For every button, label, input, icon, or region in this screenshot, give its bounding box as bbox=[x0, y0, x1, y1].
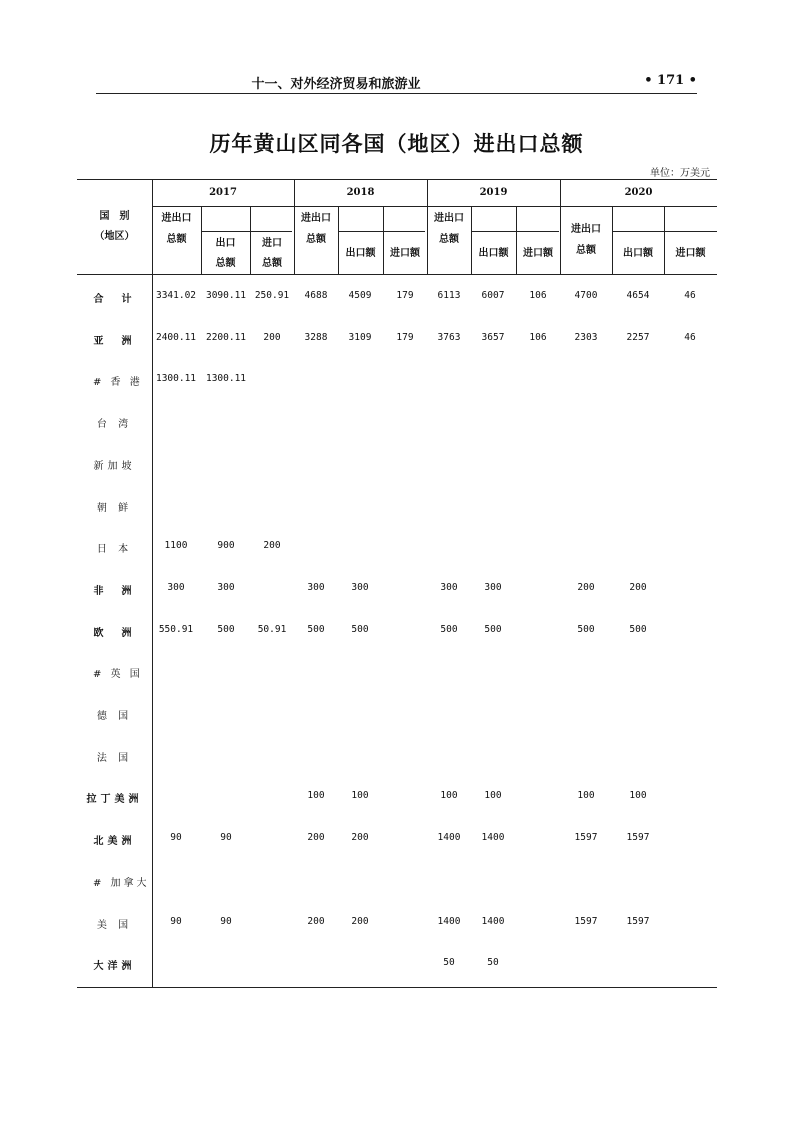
page-number: • 171 • bbox=[644, 73, 697, 88]
cell-value: 2400.11 bbox=[155, 331, 197, 343]
cell-value: 200 bbox=[263, 540, 281, 552]
col-import: 进口额 bbox=[675, 248, 706, 259]
cell-value: 1597 bbox=[626, 832, 650, 844]
cell-value: 106 bbox=[529, 290, 547, 301]
table-row bbox=[77, 582, 717, 602]
col-total: 进出口 bbox=[571, 224, 601, 235]
row-label: 合 计 bbox=[93, 294, 136, 305]
year-rule bbox=[152, 206, 717, 207]
row-label: 亚 洲 bbox=[93, 335, 136, 347]
cell-value: 500 bbox=[440, 623, 458, 635]
col-export: 出口额 bbox=[478, 248, 509, 259]
cell-value: 500 bbox=[629, 623, 647, 635]
cell-value: 50 bbox=[487, 957, 499, 969]
table-row bbox=[77, 540, 717, 560]
cell-value: 900 bbox=[217, 540, 235, 552]
col-total-2: 总额 bbox=[306, 234, 326, 245]
row-label: 北美洲 bbox=[93, 836, 136, 848]
cell-value: 1400 bbox=[481, 915, 505, 927]
table-row bbox=[77, 874, 717, 894]
cell-value: 1597 bbox=[574, 915, 598, 927]
row-label: 欧 洲 bbox=[93, 627, 136, 639]
row-label: 台 湾 bbox=[96, 419, 133, 431]
row-label: # 香 港 bbox=[93, 377, 143, 389]
table-row bbox=[77, 749, 717, 769]
cell-value: 50 bbox=[443, 957, 455, 969]
cell-value: 200 bbox=[307, 915, 325, 927]
col-total-2: 总额 bbox=[166, 234, 187, 245]
cell-value: 1400 bbox=[437, 832, 461, 844]
col-import-2: 总额 bbox=[262, 258, 282, 269]
table-bottom-rule bbox=[77, 987, 717, 988]
header-rule bbox=[96, 93, 697, 94]
table-title: 历年黄山区同各国（地区）进出口总额 bbox=[209, 131, 584, 156]
header-bottom-rule bbox=[77, 274, 717, 275]
cell-value: 100 bbox=[351, 790, 369, 802]
table-row bbox=[77, 332, 717, 352]
row-label: 朝 鲜 bbox=[96, 502, 133, 514]
cell-value: 46 bbox=[684, 290, 696, 301]
cell-value: 1300.11 bbox=[205, 373, 247, 385]
corner-label-sub: （地区） bbox=[94, 231, 135, 242]
cell-value: 200 bbox=[263, 331, 281, 343]
row-label: 新加坡 bbox=[93, 460, 136, 472]
col-import: 进口额 bbox=[523, 248, 553, 259]
row-label: 非 洲 bbox=[93, 585, 136, 597]
cell-value: 550.91 bbox=[158, 623, 194, 635]
cell-value: 300 bbox=[307, 581, 325, 593]
cell-value: 4688 bbox=[304, 290, 328, 301]
cell-value: 300 bbox=[167, 581, 185, 593]
chapter-title: 十一、对外经济贸易和旅游业 bbox=[251, 77, 421, 92]
cell-value: 3341.02 bbox=[155, 290, 197, 301]
cell-value: 200 bbox=[577, 581, 595, 593]
col-total: 进出口 bbox=[434, 213, 464, 224]
year-2019: 2019 bbox=[479, 187, 508, 198]
table-row bbox=[77, 457, 717, 477]
cell-value: 100 bbox=[307, 790, 325, 802]
sub-rule-2018 bbox=[338, 231, 425, 232]
col-export: 出口 bbox=[215, 238, 236, 249]
row-label: 美 国 bbox=[96, 919, 133, 931]
table-row bbox=[77, 790, 717, 810]
table-row bbox=[77, 916, 717, 936]
cell-value: 500 bbox=[577, 623, 595, 635]
cell-value: 46 bbox=[684, 331, 696, 343]
cell-value: 1300.11 bbox=[155, 373, 197, 385]
cell-value: 3657 bbox=[481, 331, 505, 343]
year-2018: 2018 bbox=[346, 187, 375, 198]
cell-value: 179 bbox=[396, 290, 414, 301]
cell-value: 3763 bbox=[437, 331, 461, 343]
cell-value: 100 bbox=[484, 790, 502, 802]
cell-value: 1400 bbox=[437, 915, 461, 927]
cell-value: 1400 bbox=[481, 832, 505, 844]
cell-value: 500 bbox=[484, 623, 502, 635]
col-total: 进出口 bbox=[161, 213, 192, 224]
cell-value: 3090.11 bbox=[205, 290, 247, 301]
col-export-2: 总额 bbox=[215, 258, 236, 269]
cell-value: 500 bbox=[351, 623, 369, 635]
cell-value: 6007 bbox=[481, 290, 505, 301]
cell-value: 300 bbox=[217, 581, 235, 593]
cell-value: 300 bbox=[440, 581, 458, 593]
cell-value: 100 bbox=[440, 790, 458, 802]
cell-value: 4509 bbox=[348, 290, 372, 301]
cell-value: 3288 bbox=[304, 331, 328, 343]
cell-value: 4654 bbox=[626, 290, 650, 301]
unit-label: 单位：万美元 bbox=[650, 168, 710, 179]
table-top-rule bbox=[77, 179, 717, 180]
cell-value: 6113 bbox=[437, 290, 461, 301]
cell-value: 200 bbox=[351, 832, 369, 844]
row-label: 拉丁美洲 bbox=[86, 794, 143, 806]
row-label: 大洋洲 bbox=[93, 961, 136, 973]
cell-value: 500 bbox=[217, 623, 235, 635]
table-row bbox=[77, 499, 717, 519]
cell-value: 2257 bbox=[626, 331, 650, 343]
row-label: # 英 国 bbox=[93, 669, 143, 681]
cell-value: 1597 bbox=[574, 832, 598, 844]
cell-value: 2200.11 bbox=[205, 331, 247, 343]
cell-value: 179 bbox=[396, 331, 414, 343]
cell-value: 90 bbox=[170, 832, 182, 844]
col-import: 进口 bbox=[262, 238, 282, 249]
cell-value: 200 bbox=[351, 915, 369, 927]
cell-value: 250.91 bbox=[254, 290, 290, 301]
row-label: 法 国 bbox=[96, 752, 133, 764]
row-label: 德 国 bbox=[96, 711, 133, 722]
cell-value: 90 bbox=[220, 915, 232, 927]
col-total-2: 总额 bbox=[439, 234, 459, 245]
table-row bbox=[77, 415, 717, 435]
cell-value: 100 bbox=[629, 790, 647, 802]
col-import: 进口额 bbox=[390, 248, 420, 259]
cell-value: 500 bbox=[307, 623, 325, 635]
corner-label: 国 别 bbox=[99, 211, 130, 222]
cell-value: 90 bbox=[170, 915, 182, 927]
cell-value: 200 bbox=[307, 832, 325, 844]
table-row bbox=[77, 957, 717, 977]
table-row bbox=[77, 832, 717, 852]
table-row bbox=[77, 624, 717, 644]
cell-value: 4700 bbox=[574, 290, 598, 301]
cell-value: 90 bbox=[220, 832, 232, 844]
col-export: 出口额 bbox=[345, 248, 376, 259]
cell-value: 1100 bbox=[164, 540, 188, 552]
cell-value: 100 bbox=[577, 790, 595, 802]
cell-value: 106 bbox=[529, 331, 547, 343]
cell-value: 200 bbox=[629, 581, 647, 593]
cell-value: 300 bbox=[484, 581, 502, 593]
row-label: 日 本 bbox=[96, 544, 133, 556]
row-label: # 加拿大 bbox=[93, 877, 150, 889]
cell-value: 2303 bbox=[574, 331, 598, 343]
table-row bbox=[77, 707, 717, 727]
table-row bbox=[77, 290, 717, 310]
sub-rule-2017 bbox=[201, 231, 292, 232]
table-row bbox=[77, 665, 717, 685]
cell-value: 1597 bbox=[626, 915, 650, 927]
cell-value: 3109 bbox=[348, 331, 372, 343]
sub-rule-2019 bbox=[471, 231, 559, 232]
table-row bbox=[77, 373, 717, 393]
col-export: 出口额 bbox=[623, 248, 653, 259]
col-total-2: 总额 bbox=[576, 245, 596, 256]
year-2017: 2017 bbox=[209, 187, 237, 198]
col-total: 进出口 bbox=[301, 213, 331, 224]
year-2020: 2020 bbox=[624, 187, 653, 198]
cell-value: 300 bbox=[351, 581, 369, 593]
cell-value: 50.91 bbox=[257, 623, 287, 635]
